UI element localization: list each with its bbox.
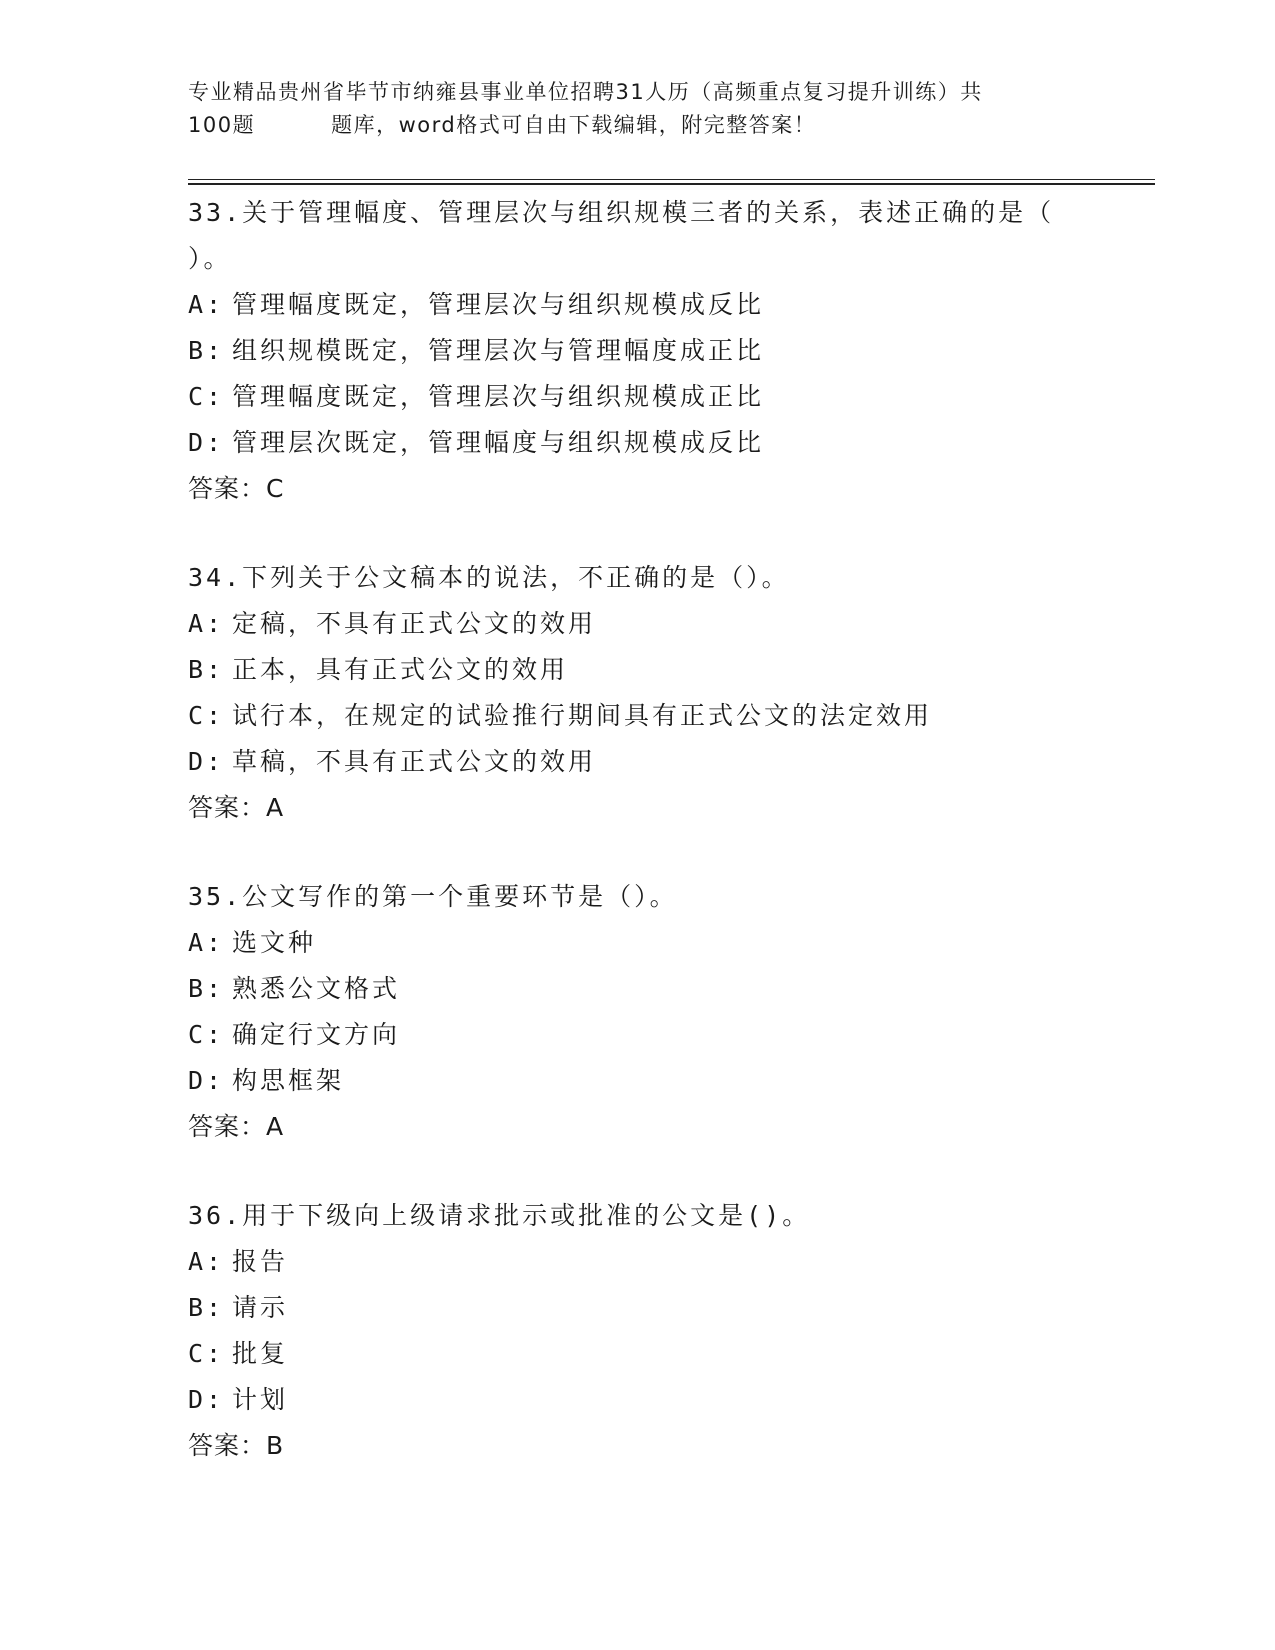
option-text: 报告: [232, 1247, 289, 1276]
option-letter: D:: [188, 1066, 225, 1095]
option-letter: B:: [188, 974, 225, 1003]
header-question-count: 100题: [188, 113, 256, 137]
option-letter: C:: [188, 1339, 225, 1368]
answer-line: 答案：B: [188, 1431, 285, 1460]
option-c: [188, 1331, 1088, 1377]
option-text: 熟悉公文格式: [232, 974, 401, 1003]
option-d: [188, 1058, 1088, 1104]
question-33: [188, 190, 1088, 512]
option-a: [188, 920, 1088, 966]
option-text: 正本，具有正式公文的效用: [232, 655, 569, 684]
option-d: [188, 420, 1088, 466]
header-divider-thin: [188, 179, 1155, 180]
question-stem: 35.公文写作的第一个重要环节是（）。: [188, 882, 678, 911]
option-letter: D:: [188, 428, 225, 457]
option-text: 组织规模既定，管理层次与管理幅度成正比: [232, 336, 765, 365]
option-d: [188, 739, 1088, 785]
header-subtitle: 题库，word格式可自由下载编辑，附完整答案！: [331, 113, 817, 137]
option-letter: A:: [188, 928, 225, 957]
option-c: [188, 1012, 1088, 1058]
question-36: [188, 1193, 1088, 1469]
answer-line: 答案：A: [188, 793, 285, 822]
option-b: [188, 1285, 1088, 1331]
option-letter: B:: [188, 1293, 225, 1322]
option-letter: C:: [188, 701, 225, 730]
option-letter: A:: [188, 1247, 225, 1276]
question-34: [188, 555, 1088, 831]
option-letter: D:: [188, 747, 225, 776]
page-header: [188, 76, 1088, 142]
option-text: 试行本，在规定的试验推行期间具有正式公文的法定效用: [232, 701, 933, 730]
question-stem: 33.关于管理幅度、管理层次与组织规模三者的关系，表述正确的是（: [188, 198, 1055, 227]
option-a: [188, 282, 1088, 328]
option-letter: B:: [188, 655, 225, 684]
option-c: [188, 374, 1088, 420]
option-text: 请示: [232, 1293, 289, 1322]
question-stem: 36.用于下级向上级请求批示或批准的公文是()。: [188, 1201, 811, 1230]
option-c: [188, 693, 1088, 739]
option-text: 计划: [232, 1385, 289, 1414]
option-text: 构思框架: [232, 1066, 345, 1095]
answer-line: 答案：A: [188, 1112, 285, 1141]
option-letter: B:: [188, 336, 225, 365]
option-text: 管理层次既定，管理幅度与组织规模成反比: [232, 428, 765, 457]
question-stem: 34.下列关于公文稿本的说法，不正确的是（）。: [188, 563, 790, 592]
option-letter: D:: [188, 1385, 225, 1414]
option-letter: C:: [188, 1020, 225, 1049]
option-b: [188, 966, 1088, 1012]
header-divider-thick: [188, 183, 1155, 185]
option-text: 草稿，不具有正式公文的效用: [232, 747, 597, 776]
header-title-line-2: [188, 109, 1088, 142]
question-stem-continued: ）。: [188, 244, 232, 273]
option-text: 定稿，不具有正式公文的效用: [232, 609, 597, 638]
option-d: [188, 1377, 1088, 1423]
option-text: 管理幅度既定，管理层次与组织规模成正比: [232, 382, 765, 411]
option-letter: A:: [188, 290, 225, 319]
option-a: [188, 601, 1088, 647]
answer-line: 答案：C: [188, 474, 285, 503]
option-text: 管理幅度既定，管理层次与组织规模成反比: [232, 290, 765, 319]
question-35: [188, 874, 1088, 1150]
option-letter: A:: [188, 609, 225, 638]
question-list: [188, 190, 1088, 1512]
header-title-line-1: 专业精品贵州省毕节市纳雍县事业单位招聘31人历（高频重点复习提升训练）共: [188, 80, 983, 104]
option-a: [188, 1239, 1088, 1285]
option-text: 选文种: [232, 928, 317, 957]
option-b: [188, 328, 1088, 374]
option-text: 确定行文方向: [232, 1020, 401, 1049]
option-letter: C:: [188, 382, 225, 411]
option-text: 批复: [232, 1339, 289, 1368]
option-b: [188, 647, 1088, 693]
